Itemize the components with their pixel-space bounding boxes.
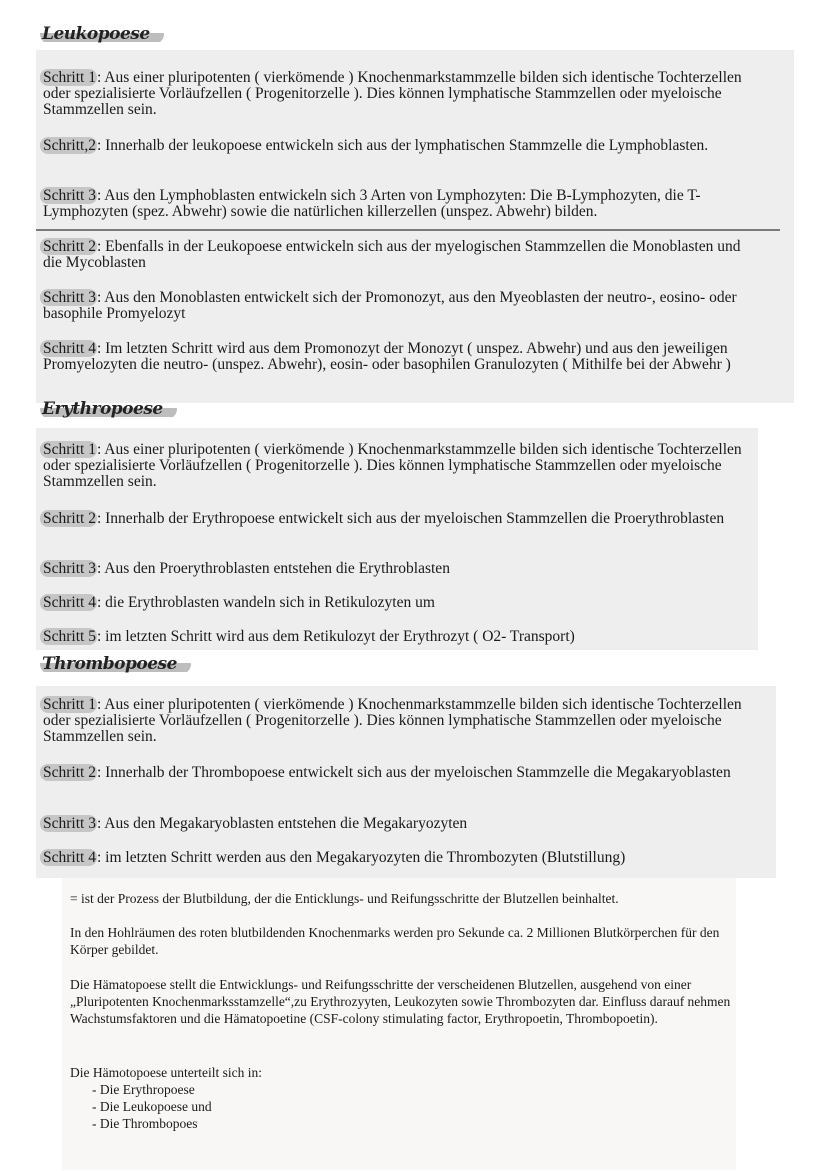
leukopoese-step-myelo-3 [43,290,758,322]
step-text: : Aus einer pluripotenten ( vierkömende ) Knochenmarkstammzelle bilden sich identische Tochterzellen oder spezialisierte Vorläufzellen ( Progenitorzelle ). Dies können lymphatische Stammzellen oder myeloische Stammzellen sein. [43,441,742,490]
step-text: : Aus den Monoblasten entwickelt sich der Promonozyt, aus den Myeoblasten der neutro-, eosino- oder basophile Promyelozyt [43,289,737,322]
step-label: Schritt 5 [40,628,97,645]
erythropoese-step-2 [43,511,758,527]
erythropoese-step-5 [43,629,758,645]
summary-list-intro: Die Hämotopoese unterteilt sich in: [70,1065,262,1080]
summary-box [62,878,736,1170]
leukopoese-step-myelo-4 [43,341,758,373]
leukopoese-step-1 [43,70,758,118]
step-label: Schritt 4 [40,340,97,357]
step-text: : Aus den Proerythroblasten entstehen die Erythroblasten [96,560,450,577]
leukopoese-step-2 [43,138,758,154]
erythropoese-step-4 [43,595,758,611]
thrombopoese-step-2 [43,765,758,781]
list-item: - Die Erythropoese [92,1082,195,1097]
leukopoese-step-myelo-2 [43,239,758,271]
step-text: : Aus einer pluripotenten ( vierkömende ) Knochenmarkstammzelle bilden sich identische Tochterzellen oder spezialisierte Vorläufzellen ( Progenitorzelle ). Dies können lymphatische Stammzellen oder myeloische Stammzellen sein. [43,696,742,745]
step-label: Schritt 3 [40,560,97,577]
step-text: : Aus einer pluripotenten ( vierkömende ) Knochenmarkstammzelle bilden sich identische Tochterzellen oder spezialisierte Vorläufzellen ( Progenitorzelle ). Dies können lymphatische Stammzellen oder myeloische Stammzellen sein. [43,69,742,118]
step-text: : im letzten Schritt wird aus dem Retikulozyt der Erythrozyt ( O2- Transport) [96,628,575,645]
thrombopoese-step-4 [43,850,758,866]
step-label: Schritt 3 [40,187,97,204]
step-label: Schritt 1 [40,696,97,713]
summary-list [70,1064,732,1132]
erythropoese-step-1 [43,442,758,490]
step-label: Schritt 1 [40,441,97,458]
step-text: : Im letzten Schritt wird aus dem Promonozyt der Monozyt ( unspez. Abwehr) und aus den jeweiligen Promyelozyten die neutro- (unspez. Abwehr), eosin- oder basophilen Granulozyten ( Mithilfe bei der Abwehr ) [43,340,731,373]
list-item: - Die Thrombopoes [92,1116,198,1131]
step-text: : Ebenfalls in der Leukopoese entwickeln sich aus der myelogischen Stammzellen die Monoblasten und die Mycoblasten [43,238,741,271]
step-text: : die Erythroblasten wandeln sich in Retikulozyten um [96,594,435,611]
thrombopoese-step-1 [43,697,758,745]
step-text: : im letzten Schritt werden aus den Megakaryozyten die Thrombozyten (Blutstillung) [96,849,626,866]
summary-paragraph-1: In den Hohlräumen des roten blutbildenden Knochenmarks werden pro Sekunde ca. 2 Millionen Blutkörperchen für den Körper gebildet. [70,925,720,957]
summary-paragraph-2: Die Hämatopoese stellt die Entwicklungs- und Reifungsschritte der verscheidenen Blutzellen, ausgehend von einer „Pluripotenten Knochenmarksstamzelle“,zu Erythrozyyten, Leukozyten sowie Thrombozyten dar. Einfluss darauf nehmen Wachstumsfaktoren und die Hämatopoetine (CSF-colony stimulating factor, Erythropoetin, Thrombopoetin). [70,977,731,1026]
step-label: Schritt 3 [40,289,97,306]
step-label: Schritt 2 [40,764,97,781]
step-label: Schritt,2 [40,137,97,154]
leukopoese-heading: Leukopoese [40,24,164,44]
step-text: : Innerhalb der Erythropoese entwickelt sich aus der myeloischen Stammzellen die Proerythroblasten [96,510,725,527]
step-text: : Aus den Megakaryoblasten entstehen die Megakaryozyten [96,815,468,832]
section-divider [36,229,780,231]
step-label: Schritt 2 [40,238,97,255]
step-text: : Innerhalb der Thrombopoese entwickelt sich aus der myeloischen Stammzelle die Megakaryoblasten [96,764,731,781]
step-text: : Aus den Lymphoblasten entwickeln sich 3 Arten von Lymphozyten: Die B-Lymphozyten, die T-Lymphozyten (spez. Abwehr) sowie die natürlichen killerzellen (unspez. Abwehr) bilden. [43,187,701,220]
step-label: Schritt 4 [40,849,97,866]
step-label: Schritt 3 [40,815,97,832]
thrombopoese-step-3 [43,816,758,832]
erythropoese-heading: Erythropoese [40,399,177,419]
list-item: - Die Leukopoese und [92,1099,212,1114]
thrombopoese-heading: Thrombopoese [40,654,191,674]
step-label: Schritt 4 [40,594,97,611]
summary-definition: = ist der Prozess der Blutbildung, der die Enticklungs- und Reifungsschritte der Blutzellen beinhaltet. [70,891,619,906]
step-label: Schritt 1 [40,69,97,86]
erythropoese-step-3 [43,561,758,577]
step-text: : Innerhalb der leukopoese entwickeln sich aus der lymphatischen Stammzelle die Lymphoblasten. [96,137,709,154]
step-label: Schritt 2 [40,510,97,527]
leukopoese-step-3 [43,188,758,220]
